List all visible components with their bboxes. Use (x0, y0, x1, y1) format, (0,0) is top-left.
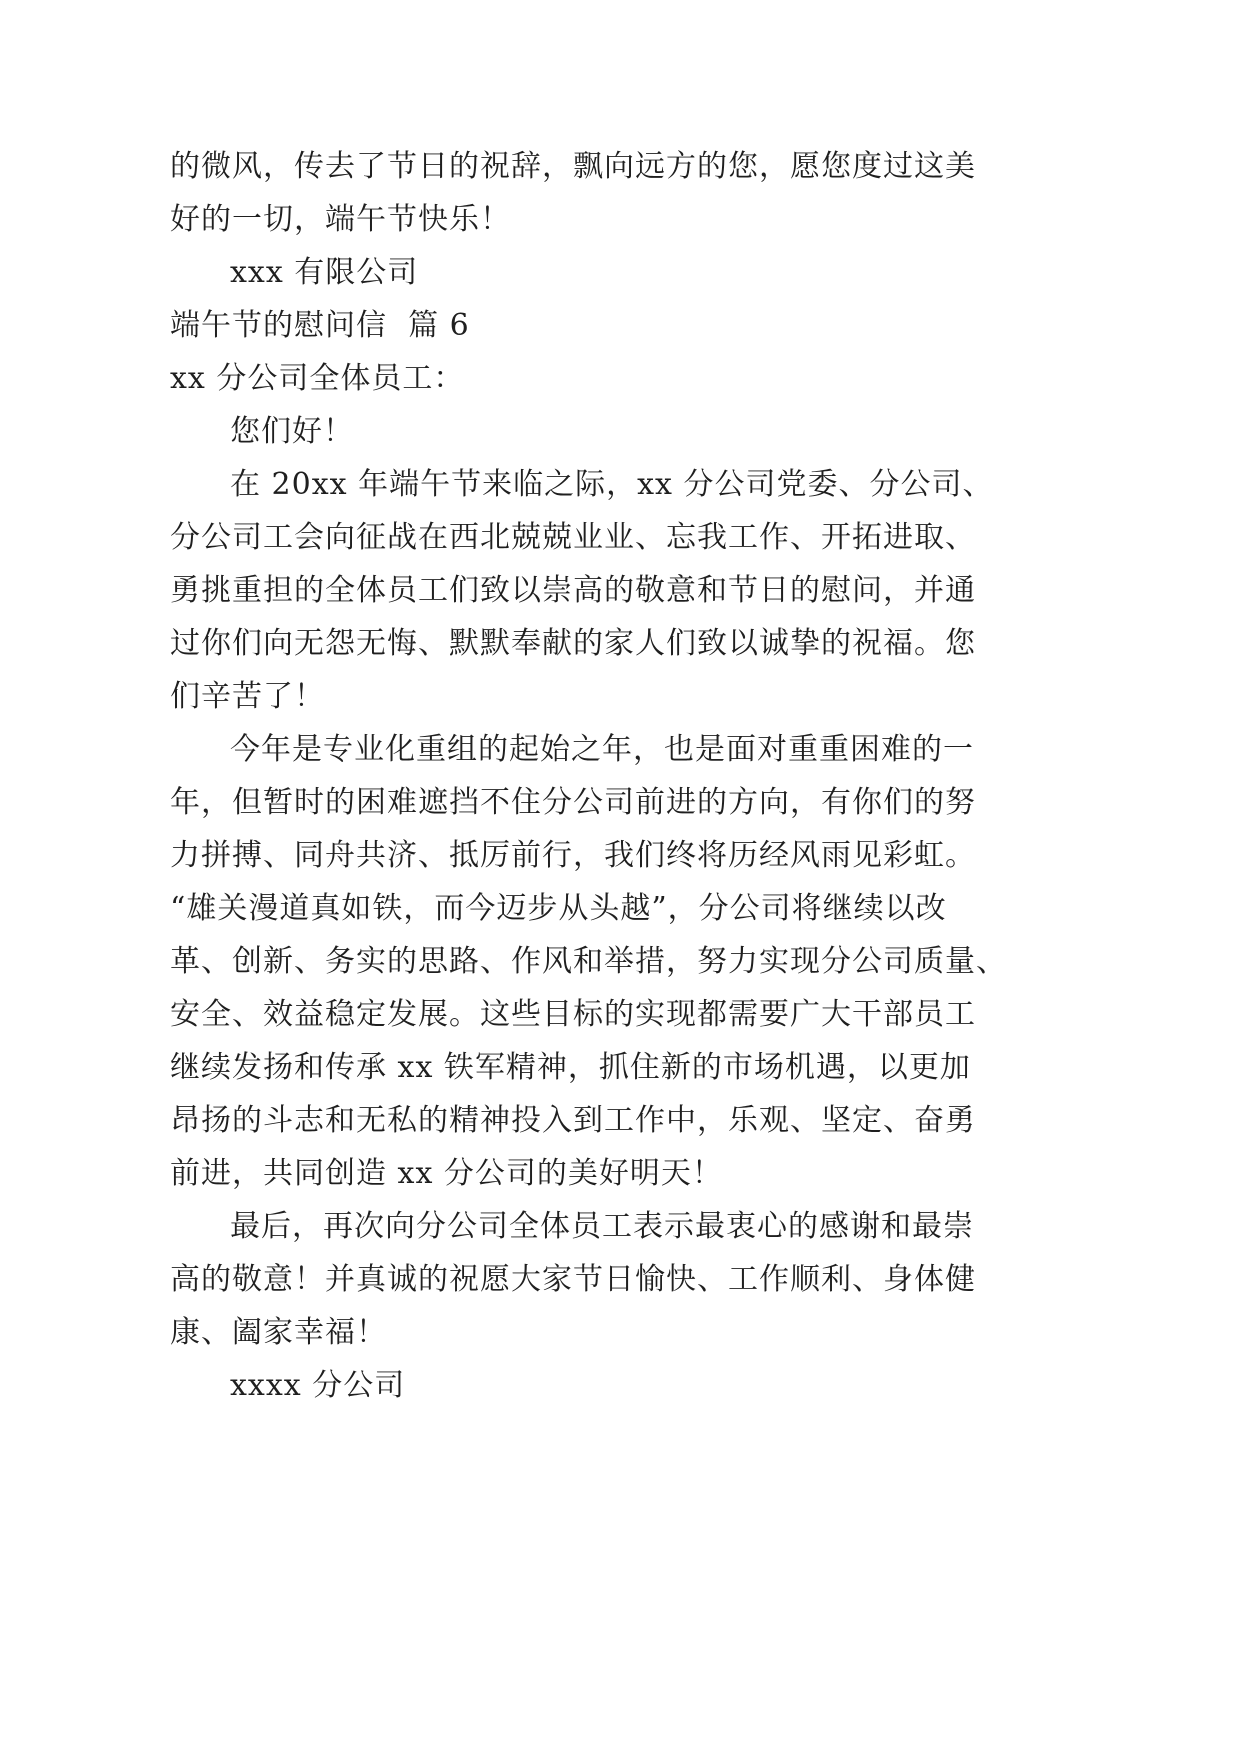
text-line: 分公司工会向征战在西北兢兢业业、忘我工作、开拓进取、 (170, 520, 976, 555)
text-line: 革、创新、务实的思路、作风和举措，努力实现分公司质量、 (170, 944, 1007, 979)
text-line: 的微风，传去了节日的祝辞，飘向远方的您，愿您度过这美 (170, 149, 976, 184)
text-line: 高的敬意！并真诚的祝愿大家节日愉快、工作顺利、身体健 (170, 1262, 976, 1297)
text-line: 康、阖家幸福！ (170, 1315, 387, 1350)
text-line: 好的一切，端午节快乐！ (170, 202, 511, 237)
text-line: 在 20xx 年端午节来临之际，xx 分公司党委、分公司、 (230, 467, 994, 502)
text-line: 力拼搏、同舟共济、抵厉前行，我们终将历经风雨见彩虹。 (170, 838, 976, 873)
recipient-line: xx 分公司全体员工： (170, 361, 465, 396)
greeting-line: 您们好！ (230, 414, 354, 449)
text-line: 继续发扬和传承 xx 铁军精神，抓住新的市场机遇，以更加 (170, 1050, 971, 1085)
text-line: 勇挑重担的全体员工们致以崇高的敬意和节日的慰问，并通 (170, 573, 976, 608)
text-line: 前进，共同创造 xx 分公司的美好明天！ (170, 1156, 723, 1191)
text-line: 今年是专业化重组的起始之年，也是面对重重困难的一 (230, 732, 974, 767)
text-line: 昂扬的斗志和无私的精神投入到工作中，乐观、坚定、奋勇 (170, 1103, 976, 1138)
sender-branch: xxxx 分公司 (230, 1368, 406, 1403)
text-line: “雄关漫道真如铁，而今迈步从头越”，分公司将继续以改 (170, 891, 947, 926)
section-title: 端午节的慰问信 篇 6 (170, 308, 470, 343)
text-line: 安全、效益稳定发展。这些目标的实现都需要广大干部员工 (170, 997, 976, 1032)
text-line: 年，但暂时的困难遮挡不住分公司前进的方向，有你们的努 (170, 785, 976, 820)
text-line: 最后，再次向分公司全体员工表示最衷心的感谢和最崇 (230, 1209, 974, 1244)
letter-body (170, 140, 1007, 1412)
sender-company: xxx 有限公司 (230, 255, 419, 290)
text-line: 们辛苦了！ (170, 679, 325, 714)
text-line: 过你们向无怨无悔、默默奉献的家人们致以诚挚的祝福。您 (170, 626, 976, 661)
